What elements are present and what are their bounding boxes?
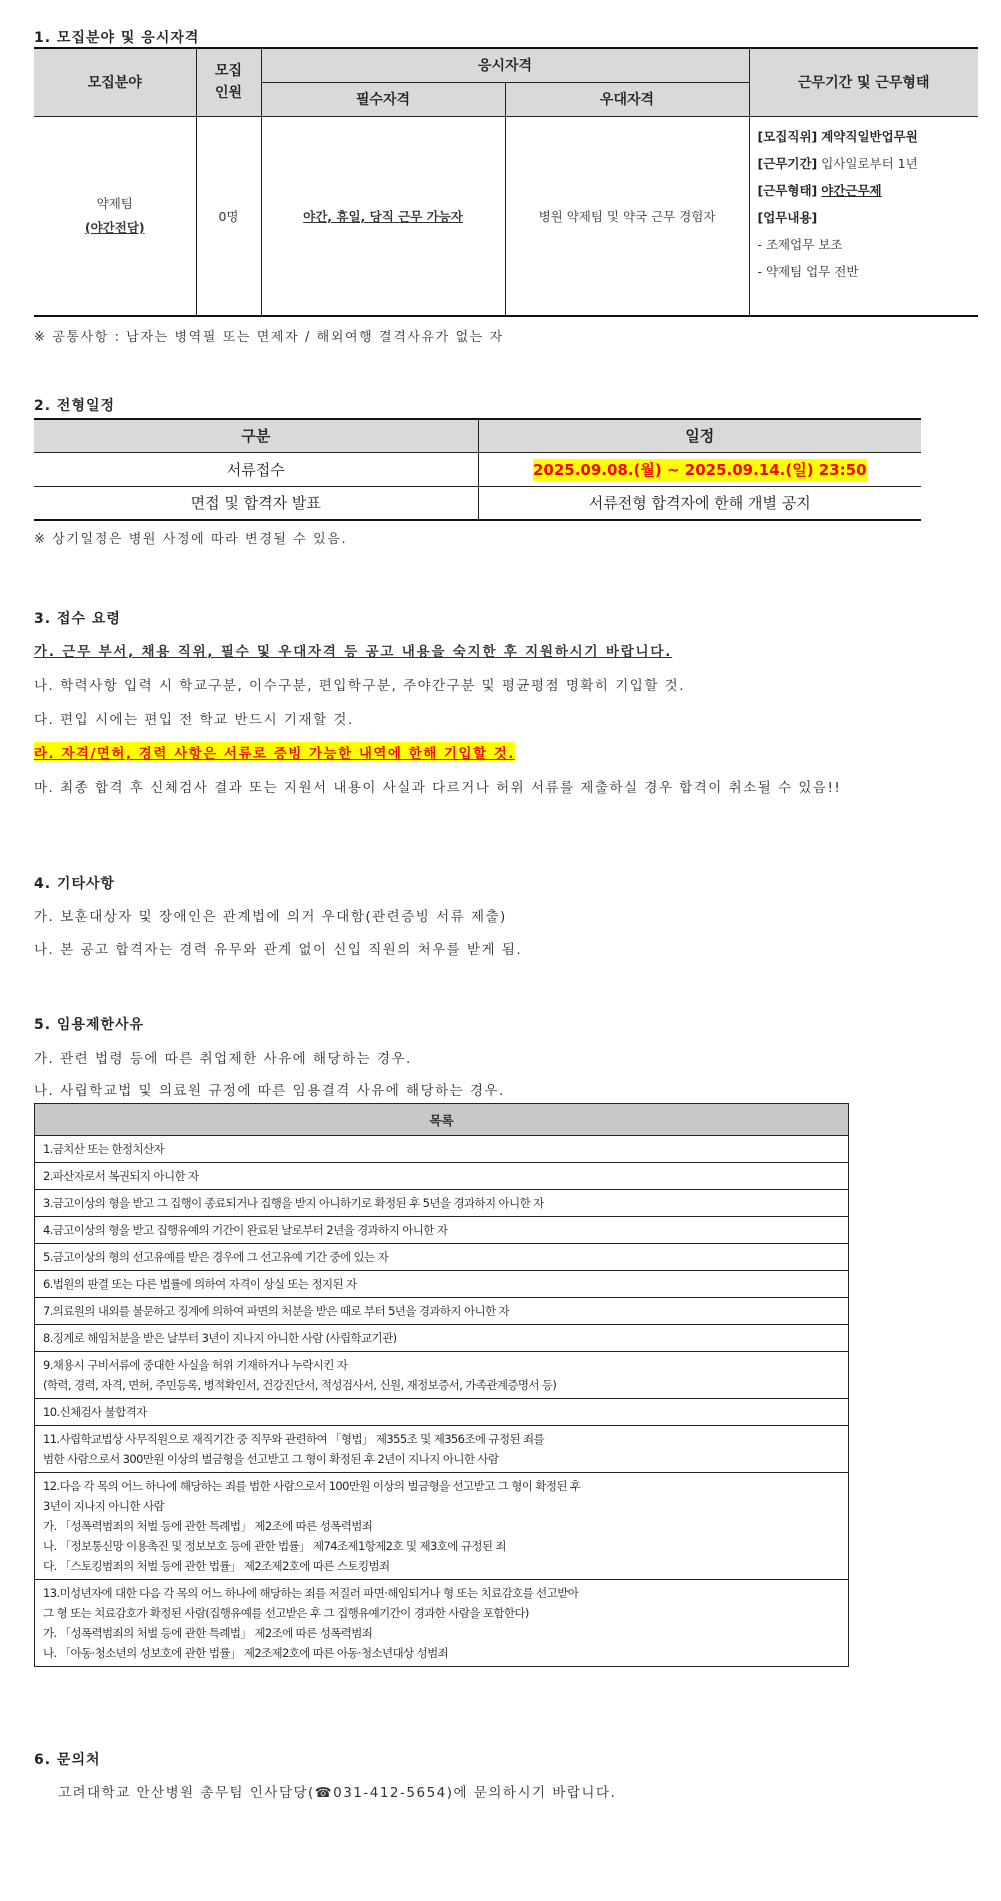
list-item-line: 1.금치산 또는 한정치산자: [43, 1142, 164, 1156]
list-row: [35, 1399, 849, 1426]
application-period: 2025.09.08.(월) ~ 2025.09.14.(일) 23:50: [532, 460, 867, 479]
schedule-table: [34, 418, 921, 521]
term-line: [근무기간] 입사일로부터 1년: [757, 155, 918, 171]
list-item-line: 가. 「성폭력범죄의 처벌 등에 관한 특례법」 제2조에 따른 성폭력범죄: [43, 1519, 373, 1533]
guideline-da: 다. 편입 시에는 편입 전 학교 반드시 기재할 것.: [34, 712, 354, 728]
list-item-line: 그 형 또는 치료감호가 확정된 사람(집행유예를 선고받은 후 그 집행유예기간이 경과한 사람을 포함한다): [43, 1606, 529, 1620]
schedule-row-label: 서류접수: [34, 452, 478, 486]
list-header: 목록: [35, 1104, 849, 1136]
duty-item: - 약제팀 업무 전반: [757, 263, 859, 279]
list-item: [35, 1325, 849, 1352]
section2-title: 2. 전형일정: [34, 398, 116, 414]
list-item: [35, 1217, 849, 1244]
etc-ga: 가. 보훈대상자 및 장애인은 관계법에 의거 우대함(관련증빙 서류 제출): [34, 909, 507, 925]
guideline-ma: 마. 최종 합격 후 신체검사 결과 또는 지원서 내용이 사실과 다르거나 허위 서류를 제출하실 경우 합격이 취소될 수 있음!!: [34, 780, 842, 796]
header-period: 근무기간 및 근무형태: [749, 48, 978, 116]
section5-title: 5. 임용제한사유: [34, 1017, 145, 1033]
header-field: 모집분야: [34, 48, 196, 116]
list-item-line: 범한 사람으로서 300만원 이상의 벌금형을 선고받고 그 형이 확정된 후 2년이 지나지 아니한 사람: [43, 1452, 499, 1466]
position-line: [모집직위] 계약직일반업무원: [757, 128, 918, 144]
list-row: [35, 1298, 849, 1325]
list-item-line: 나. 「아동·청소년의 성보호에 관한 법률」 제2조제2호에 따른 아동·청소년대상 성범죄: [43, 1646, 449, 1660]
field-name: 약제팀: [96, 195, 133, 211]
list-row: [35, 1190, 849, 1217]
header-qualification: 응시자격: [261, 48, 749, 82]
guideline-ra: 라. 자격/면허, 경력 사항은 서류로 증빙 가능한 내역에 한해 기입할 것.: [34, 742, 515, 762]
guideline-ga: 가. 근무 부서, 채용 직위, 필수 및 우대자격 등 공고 내용을 숙지한 후 지원하시기 바랍니다.: [34, 644, 673, 660]
list-row: [35, 1426, 849, 1473]
section3-title: 3. 접수 요령: [34, 611, 121, 627]
list-item: [35, 1190, 849, 1217]
list-item-line: 11.사립학교법상 사무직원으로 재직기간 중 직무와 관련하여 「형법」 제355조 및 제356조에 규정된 죄를: [43, 1432, 545, 1446]
list-item: [35, 1426, 849, 1473]
restriction-ga: 가. 관련 법령 등에 따른 취업제한 사유에 해당하는 경우.: [34, 1051, 412, 1067]
preferred-cell: 병원 약제팀 및 약국 근무 경험자: [505, 116, 749, 316]
contact-text: 고려대학교 안산병원 총무팀 인사담당(☎031-412-5654)에 문의하시기 바랍니다.: [58, 1785, 617, 1801]
schedule-row-label: 면접 및 합격자 발표: [34, 486, 478, 520]
schedule-row-value: [478, 452, 921, 486]
section1-title: 1. 모집분야 및 응시자격: [34, 30, 200, 46]
section4-title: 4. 기타사항: [34, 876, 116, 892]
schedule-row-value: 서류전형 합격자에 한해 개별 공지: [478, 486, 921, 520]
restriction-na: 나. 사립학교법 및 의료원 규정에 따른 임용결격 사유에 해당하는 경우.: [34, 1083, 505, 1099]
list-row: [35, 1217, 849, 1244]
list-item-line: 3년이 지나지 아니한 사람: [43, 1499, 164, 1513]
section1-note: ※ 공통사항 : 남자는 병역필 또는 면제자 / 해외여행 결격사유가 없는 자: [34, 330, 504, 345]
list-row: [35, 1325, 849, 1352]
duty-item: - 조제업무 보조: [757, 236, 843, 252]
section6-title: 6. 문의처: [34, 1752, 101, 1768]
list-item: [35, 1399, 849, 1426]
list-item: [35, 1473, 849, 1580]
worktype-line: [근무형태] 야간근무제: [757, 182, 882, 198]
list-item-line: 2.파산자로서 복권되지 아니한 자: [43, 1169, 199, 1183]
list-row: [35, 1352, 849, 1399]
list-item-line: 3.금고이상의 형을 받고 그 집행이 종료되거나 집행을 받지 아니하기로 확정된 후 5년을 경과하지 아니한 자: [43, 1196, 544, 1210]
list-row: [35, 1473, 849, 1580]
list-row: [35, 1271, 849, 1298]
header-required: 필수자격: [261, 82, 505, 116]
etc-na: 나. 본 공고 합격자는 경력 유무와 관계 없이 신입 직원의 처우를 받게 됨.: [34, 942, 523, 958]
list-item-line: 4.금고이상의 형을 받고 집행유예의 기간이 완료된 날로부터 2년을 경과하지 아니한 자: [43, 1223, 448, 1237]
list-item-line: (학력, 경력, 자격, 면허, 주민등록, 병적확인서, 건강진단서, 적성검사서, 신원, 재정보증서, 가족관계증명서 등): [43, 1378, 557, 1392]
list-item: [35, 1136, 849, 1163]
header-preferred: 우대자격: [505, 82, 749, 116]
list-item: [35, 1244, 849, 1271]
schedule-header-date: 일정: [478, 419, 921, 452]
list-row: [35, 1244, 849, 1271]
list-item: [35, 1298, 849, 1325]
list-item: [35, 1580, 849, 1667]
list-item-line: 가. 「성폭력범죄의 처벌 등에 관한 특례법」 제2조에 따른 성폭력범죄: [43, 1626, 373, 1640]
guideline-na: 나. 학력사항 입력 시 학교구분, 이수구분, 편입학구분, 주야간구분 및 평균평점 명확히 기입할 것.: [34, 678, 686, 694]
list-item-line: 다. 「스토킹범죄의 처벌 등에 관한 법률」 제2조제2호에 따른 스토킹범죄: [43, 1559, 390, 1573]
schedule-header-category: 구분: [34, 419, 478, 452]
duty-label: [업무내용]: [757, 209, 818, 225]
list-item-line: 13.미성년자에 대한 다음 각 목의 어느 하나에 해당하는 죄를 저질러 파면·해임되거나 형 또는 치료감호를 선고받아: [43, 1586, 579, 1600]
list-item: [35, 1352, 849, 1399]
field-cell: [34, 116, 196, 316]
header-count: 모집 인원: [196, 48, 261, 116]
list-item-line: 5.금고이상의 형의 선고유예를 받은 경우에 그 선고유예 기간 중에 있는 자: [43, 1250, 389, 1264]
recruit-table: [34, 47, 978, 317]
list-item: [35, 1271, 849, 1298]
field-subname: (야간전담): [84, 219, 145, 235]
required-cell: [261, 116, 505, 316]
section2-note: ※ 상기일정은 병원 사정에 따라 변경될 수 있음.: [34, 532, 348, 547]
list-item-line: 나. 「정보통신망 이용촉진 및 정보보호 등에 관한 법률」 제74조제1항제2호 및 제3호에 규정된 죄: [43, 1539, 506, 1553]
list-item-line: 6.법원의 판결 또는 다른 법률에 의하여 자격이 상실 또는 정지된 자: [43, 1277, 357, 1291]
list-row: [35, 1136, 849, 1163]
required-text: 야간, 휴일, 당직 근무 가능자: [303, 208, 463, 224]
list-item-line: 9.채용시 구비서류에 중대한 사실을 허위 기재하거나 누락시킨 자: [43, 1358, 348, 1372]
list-row: [35, 1580, 849, 1667]
disqualification-table: [34, 1103, 849, 1667]
list-item-line: 7.의료원의 내외를 불문하고 징계에 의하여 파면의 처분을 받은 때로 부터 5년을 경과하지 아니한 자: [43, 1304, 510, 1318]
period-cell: [749, 116, 978, 316]
list-item-line: 12.다음 각 목의 어느 하나에 해당하는 죄를 범한 사람으로서 100만원 이상의 벌금형을 선고받고 그 형이 확정된 후: [43, 1479, 581, 1493]
list-row: [35, 1163, 849, 1190]
list-item: [35, 1163, 849, 1190]
list-item-line: 8.징계로 해임처분을 받은 날부터 3년이 지나지 아니한 사람 (사립학교기관): [43, 1331, 397, 1345]
list-item-line: 10.신체검사 불합격자: [43, 1405, 147, 1419]
count-cell: 0명: [196, 116, 261, 316]
